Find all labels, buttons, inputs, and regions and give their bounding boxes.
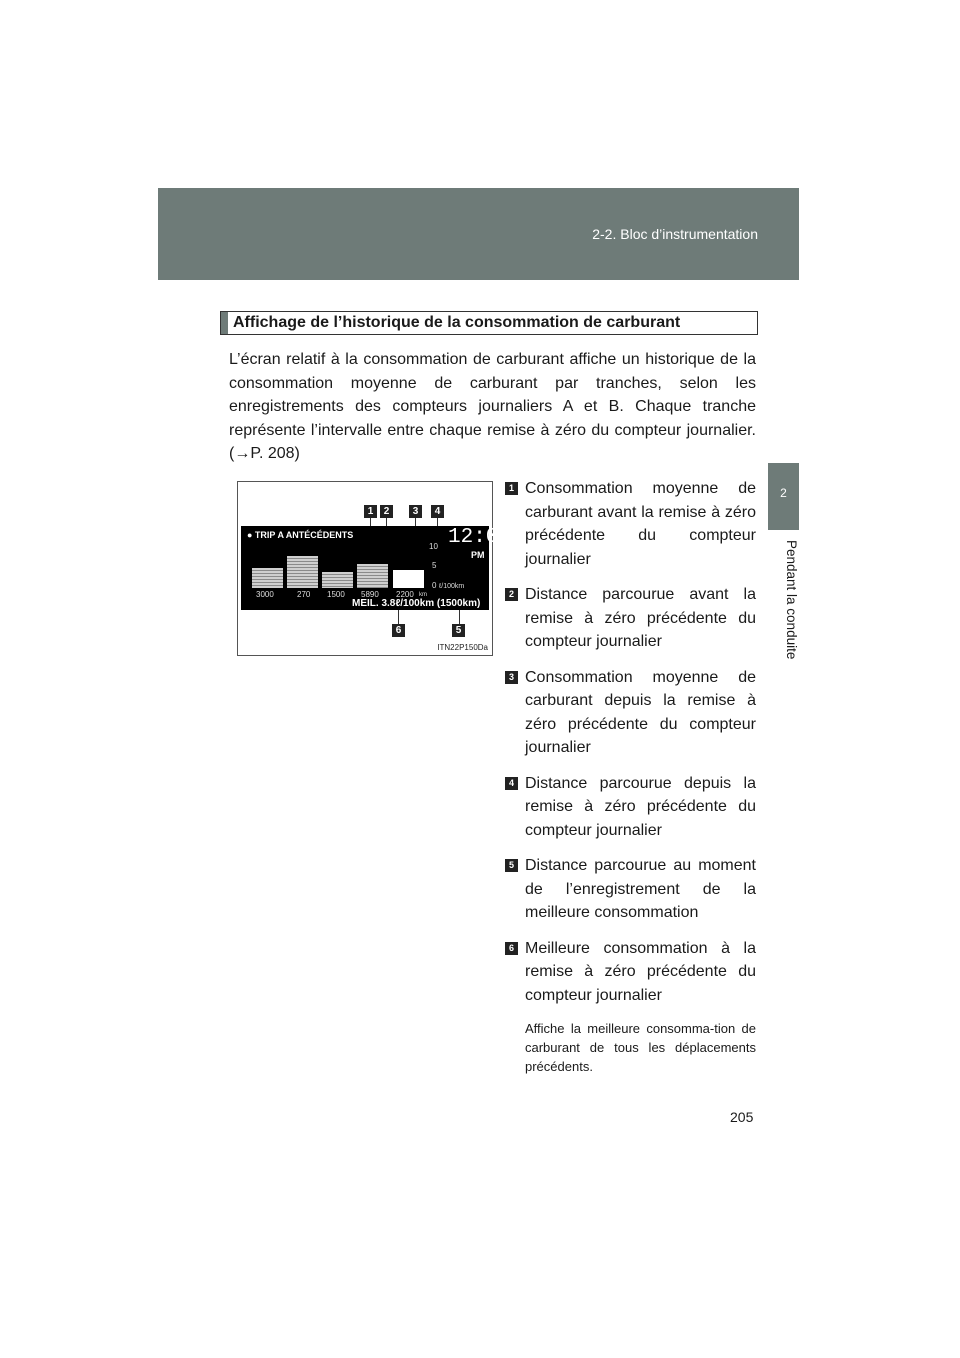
figure-id: ITN22P150Da (437, 643, 488, 652)
legend-item (505, 666, 756, 760)
distance-label-1: 3000 (256, 590, 274, 599)
legend-item (505, 477, 756, 571)
section-title-box (220, 311, 758, 335)
legend-note: Affiche la meilleure consomma-tion de carburant de tous les déplacements précédents. (525, 1021, 756, 1074)
legend-item (505, 937, 756, 1008)
distance-label-2: 270 (297, 590, 311, 599)
legend-number: 3 (505, 671, 518, 684)
callout-legend (505, 477, 756, 1076)
legend-number: 2 (505, 588, 518, 601)
history-bar-3 (322, 572, 353, 588)
section-title: Affichage de l’historique de la consommation de carburant (233, 314, 681, 331)
legend-text: Consommation moyenne de carburant avant la remise à zéro précédente du compteur journalier (525, 480, 756, 568)
leader-line-5 (459, 610, 460, 624)
legend-text: Meilleure consommation à la remise à zéro précédente du compteur journalier (525, 939, 756, 1004)
scale-label-bottom: 0 (432, 581, 437, 590)
legend-number: 6 (505, 942, 518, 955)
scale-label-mid: 5 (432, 561, 437, 570)
callout-4: 4 (431, 505, 444, 518)
fuel-history-figure (237, 481, 512, 656)
history-bar-1 (252, 568, 283, 588)
scale-label-top: 10 (429, 542, 438, 551)
callout-3: 3 (409, 505, 422, 518)
intro-paragraph: L’écran relatif à la consommation de carburant affiche un historique de la consommation moyenne de carburant par tranches, selon les enregistrements des compteurs journaliers A et B. Chaque tranche représente l’intervalle entre chaque remise à zéro du compteur journalier. (→P. 208) (229, 351, 756, 462)
chapter-section-title: 2-2. Bloc d’instrumentation (592, 226, 758, 242)
legend-text: Distance parcourue avant la remise à zéro précédente du compteur journalier (525, 586, 756, 650)
history-bar-4 (357, 564, 388, 588)
legend-item (505, 772, 756, 843)
current-bar (393, 570, 424, 588)
chapter-tab (768, 463, 799, 530)
callout-6: 6 (392, 624, 405, 637)
legend-number: 4 (505, 777, 518, 790)
page-number: 205 (730, 1109, 754, 1125)
legend-text: Consommation moyenne de carburant depuis la remise à zéro précédente du compteur journalier (525, 668, 756, 756)
consumption-unit: ℓ/100km (439, 583, 465, 590)
chapter-tab-label: Pendant la conduite (784, 540, 799, 660)
leader-line-6 (398, 610, 399, 624)
callout-1: 1 (364, 505, 377, 518)
display-screen (241, 526, 512, 610)
history-bar-2 (287, 556, 318, 588)
legend-text: Distance parcourue au moment de l’enregistrement de la meilleure consommation (525, 857, 756, 921)
section-title-accent (221, 312, 228, 334)
legend-item (505, 854, 756, 925)
clock: 12:00 (448, 526, 512, 549)
legend-item (505, 583, 756, 654)
best-consumption: MEIL. 3.8ℓ/100km (1500km) (352, 598, 481, 609)
callout-5: 5 (452, 624, 465, 637)
legend-number: 5 (505, 859, 518, 872)
legend-number: 1 (505, 482, 518, 495)
distance-unit: km (419, 592, 427, 598)
callout-2: 2 (380, 505, 393, 518)
legend-text: Distance parcourue depuis la remise à zéro précédente du compteur journalier (525, 774, 756, 839)
distance-label-4: 5890 (361, 590, 379, 599)
clock-suffix: PM (471, 550, 485, 560)
trip-history-title: ● TRIP A ANTÉCÉDENTS (247, 530, 354, 540)
header-bar (158, 188, 799, 280)
chapter-tab-number: 2 (780, 486, 787, 500)
distance-label-5: 2200 (396, 590, 414, 599)
distance-label-3: 1500 (327, 590, 345, 599)
